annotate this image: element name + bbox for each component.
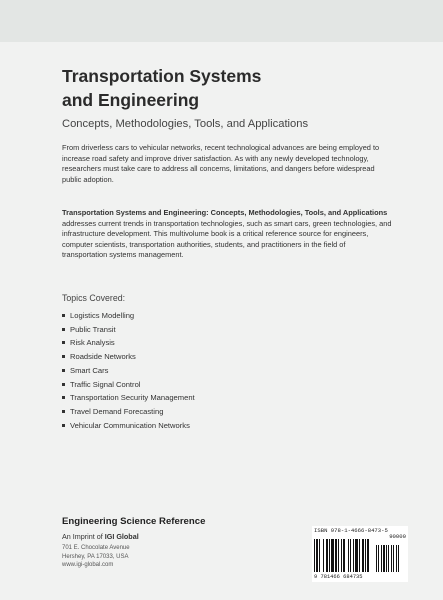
publisher-address — [62, 544, 130, 570]
title-line-1: Transportation Systems — [62, 66, 262, 86]
topics-heading: Topics Covered: — [62, 293, 126, 303]
title-line-2: and Engineering — [62, 90, 200, 110]
imprint-prefix: An Imprint of — [62, 532, 105, 541]
top-band — [0, 0, 443, 42]
topics-list — [62, 309, 195, 432]
topic-item: Travel Demand Forecasting — [62, 405, 195, 419]
description-bold-title: Transportation Systems and Engineering: Concepts, Methodologies, Tools, and Applications — [62, 208, 388, 217]
barcode — [312, 526, 408, 582]
price-code: 90000 — [389, 533, 406, 540]
publisher-name: Engineering Science Reference — [62, 516, 206, 527]
address-line-2: Hershey, PA 17033, USA — [62, 553, 129, 560]
topic-item: Transportation Security Management — [62, 391, 195, 405]
book-subtitle: Concepts, Methodologies, Tools, and Applications — [62, 118, 309, 130]
topic-item: Roadside Networks — [62, 350, 195, 364]
imprint-name: IGI Global — [104, 532, 139, 541]
topic-item: Smart Cars — [62, 364, 195, 378]
description-paragraph-1: From driverless cars to vehicular networks, recent technological advances are being employed to increase road safety and improve driver satisfaction. As with any newly developed technology, researchers must take care to address all concerns, limitations, and dangers before widespread public adoption. — [62, 143, 380, 184]
topic-item: Public Transit — [62, 323, 195, 337]
topic-item: Traffic Signal Control — [62, 378, 195, 392]
book-title — [62, 64, 402, 112]
publisher-imprint — [62, 532, 139, 541]
topic-item: Vehicular Communication Networks — [62, 419, 195, 433]
publisher-website: www.igi-global.com — [62, 562, 114, 569]
isbn-label: ISBN 978-1-4666-8473-5 — [314, 527, 388, 534]
topic-item: Risk Analysis — [62, 336, 195, 350]
address-line-1: 701 E. Chocolate Avenue — [62, 545, 130, 551]
description-paragraph-2 — [62, 208, 392, 261]
topic-item: Logistics Modelling — [62, 309, 195, 323]
description-body: addresses current trends in transportation technologies, such as smart cars, green technologies, and infrastructure development. This multivolume book is a critical reference source for engineers, computer scientists, transportation authorities, students, and practitioners in the field of transportation systems management. — [62, 218, 392, 260]
barcode-number: 9 781466 684735 — [314, 574, 363, 580]
barcode-bars-icon — [314, 539, 406, 574]
